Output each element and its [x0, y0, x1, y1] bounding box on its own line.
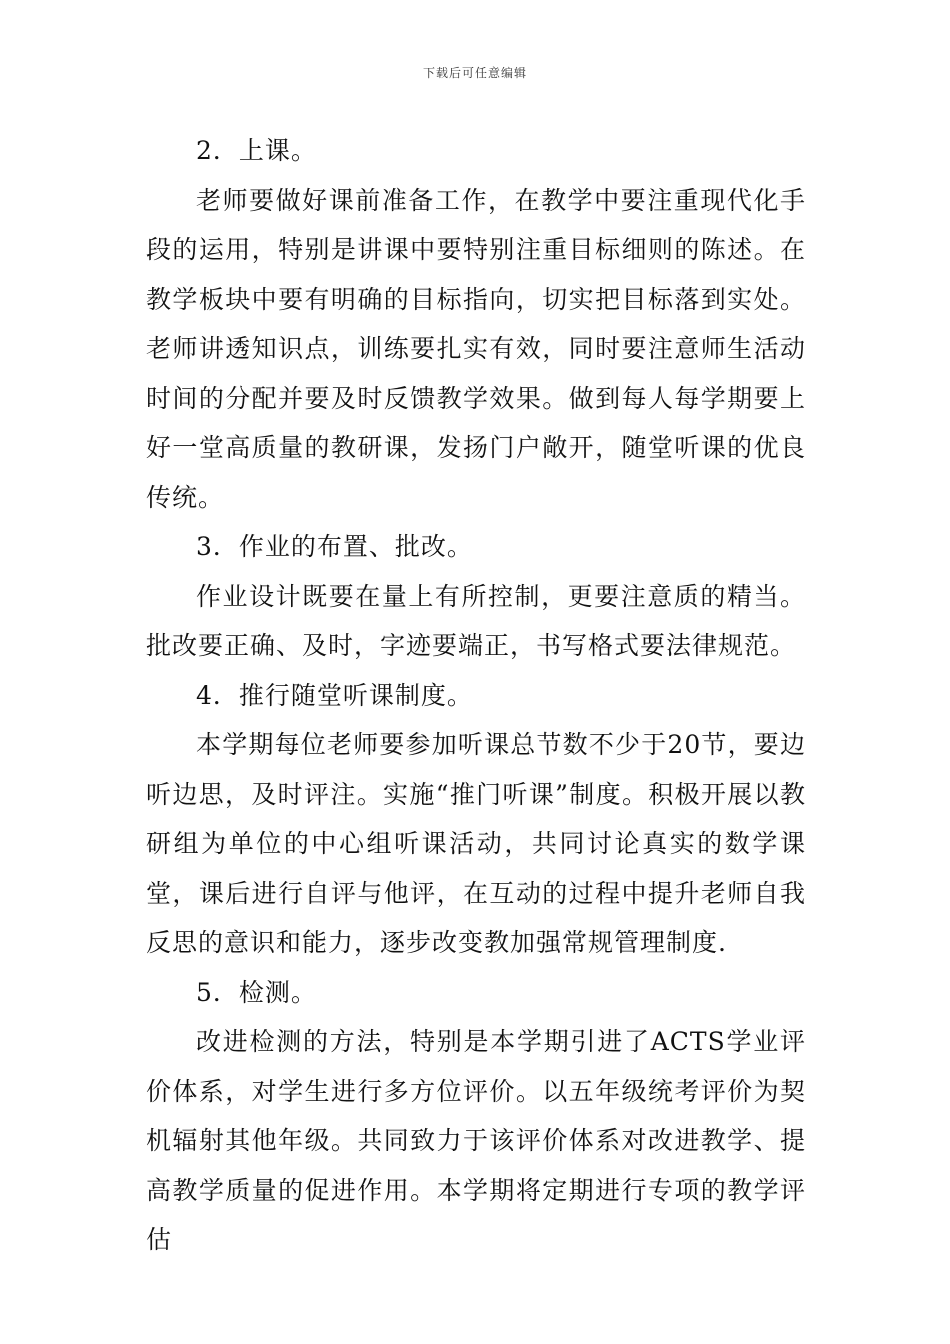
section-heading-testing: 5．检测。	[196, 977, 317, 1007]
document-body	[146, 126, 806, 1265]
section-heading-lesson: 2．上课。	[196, 136, 317, 165]
section-body-lesson: 老师要做好课前准备工作，在教学中要注重现代化手段的运用，特别是讲课中要特别注重目标细则的陈述。在教学板块中要有明确的目标指向，切实把目标落到实处。老师讲透知识点，训练要扎实有效，同时要注意师生活动时间的分配并要及时反馈教学效果。做到每人每学期要上好一堂高质量的教研课，发扬门户敞开，随堂听课的优良传统。	[146, 185, 806, 512]
section-heading-homework: 3．作业的布置、批改。	[196, 532, 473, 561]
section-body-testing: 改进检测的方法，特别是本学期引进了ACTS学业评价体系，对学生进行多方位评价。以五年级统考评价为契机辐射其他年级。共同致力于该评价体系对改进教学、提高教学质量的促进作用。本学期将定期进行专项的教学评估	[146, 1027, 806, 1254]
header-note: 下载后可任意编辑	[422, 66, 527, 80]
section-body-observation: 本学期每位老师要参加听课总节数不少于20节，要边听边思，及时评注。实施“推门听课”制度。积极开展以教研组为单位的中心组听课活动，共同讨论真实的数学课堂，课后进行自评与他评，在互动的过程中提升老师自我反思的意识和能力，逐步改变教加强常规管理制度.	[146, 730, 806, 957]
section-heading-observation: 4．推行随堂听课制度。	[196, 680, 473, 710]
section-body-homework: 作业设计既要在量上有所控制，更要注意质的精当。批改要正确、及时，字迹要端正，书写格式要法律规范。	[146, 581, 806, 660]
